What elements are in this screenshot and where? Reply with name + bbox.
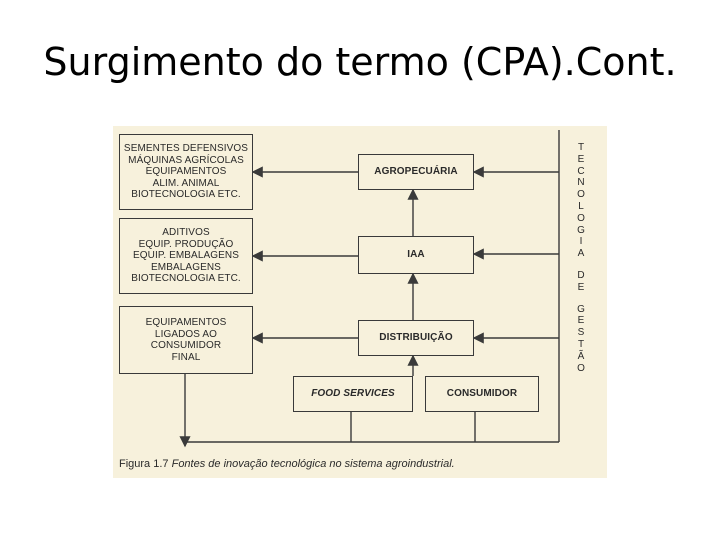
supplier-3-line-3: CONSUMIDOR [150,340,222,351]
food-services-box [293,376,413,412]
vert-letter: O [577,212,585,224]
figure-number: Figura 1.7 [119,458,169,470]
vert-letter: L [578,200,584,212]
supplier-box-inputs [119,134,253,210]
vert-letter: G [577,224,585,236]
agropecuaria-label: AGROPECUÁRIA [374,166,458,178]
supplier-2-line-3: EQUIP. EMBALAGENS [133,250,239,262]
distribuicao-box [358,320,474,356]
distribuicao-label: DISTRIBUIÇÃO [379,332,453,344]
vert-letter: G [577,303,585,315]
supplier-box-industry [119,218,253,294]
vert-letter: A [577,248,585,260]
agropecuaria-box [358,154,474,190]
tecnologia-de-gestao-label [561,142,601,442]
supplier-1-line-5: BIOTECNOLOGIA ETC. [131,189,241,201]
vert-letter: O [577,362,585,374]
food-services-label: FOOD SERVICES [311,388,395,400]
vert-letter: S [577,327,585,339]
vert-letter: E [577,315,585,327]
figure-caption [119,458,455,470]
slide-title: Surgimento do termo (CPA).Cont. [43,40,677,84]
vert-letter: N [577,177,585,189]
supplier-2-line-4: EMBALAGENS [151,261,221,273]
supplier-2-line-2: EQUIP. PRODUÇÃO [138,238,234,250]
supplier-3-line-4: FINAL [171,351,201,363]
diagram-image [113,126,607,478]
vert-letter: O [577,189,585,201]
iaa-label: IAA [407,249,425,261]
supplier-box-consumer [119,306,253,374]
vert-letter: E [577,281,585,293]
vert-letter: I [579,236,583,248]
consumidor-label: CONSUMIDOR [446,388,518,400]
supplier-1-line-3: EQUIPAMENTOS [145,166,227,178]
supplier-3-line-1: EQUIPAMENTOS [145,317,227,328]
vert-letter: T [577,338,585,350]
vert-letter: Ã [577,350,585,362]
vert-letter: T [577,142,585,153]
consumidor-box [425,376,539,412]
supplier-2-line-5: BIOTECNOLOGIA ETC. [131,273,241,285]
vert-letter: C [577,165,585,177]
supplier-1-line-4: ALIM. ANIMAL [152,177,220,189]
supplier-1-line-2: MÁQUINAS AGRÍCOLAS [128,154,244,166]
figure-caption-text: Fontes de inovação tecnológica no sistema agroindustrial. [171,458,455,470]
vert-letter: E [577,153,585,165]
supplier-3-line-2: LIGADOS AO [154,328,218,340]
iaa-box [358,236,474,274]
supplier-2-line-1: ADITIVOS [162,227,210,239]
supplier-1-line-1: SEMENTES DEFENSIVOS [123,143,249,155]
vert-letter: D [577,269,585,281]
